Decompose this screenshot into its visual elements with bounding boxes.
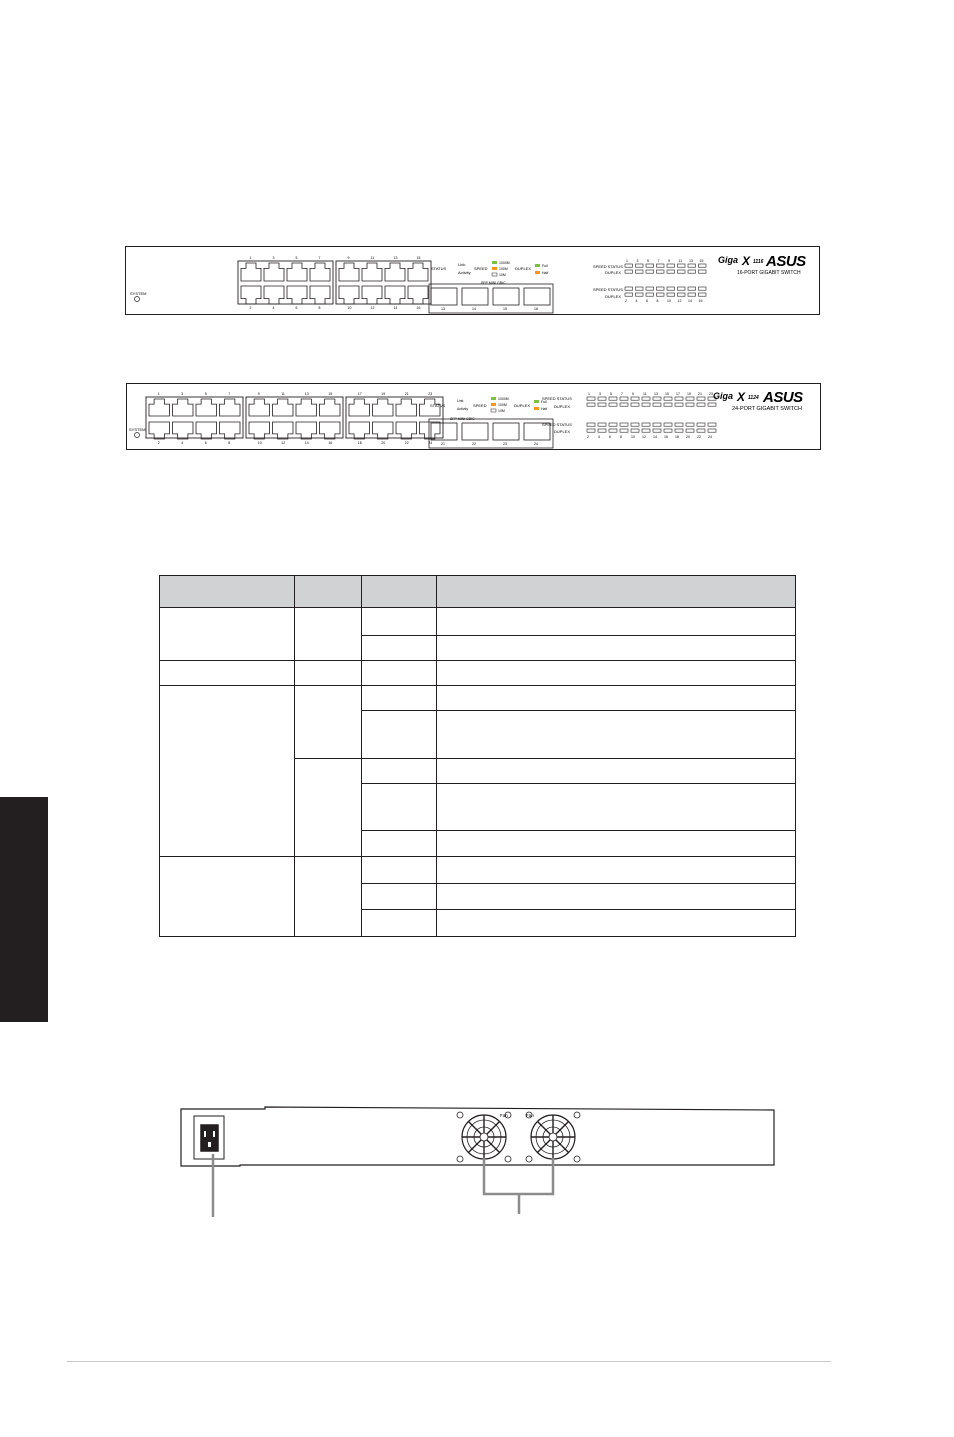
power-pin (208, 1142, 211, 1147)
table-cell (295, 857, 362, 937)
led-number: 9 (668, 259, 670, 263)
port-number: 2 (249, 306, 252, 310)
brand-x-mark: X (742, 254, 751, 268)
switch-16-front-panel (125, 246, 820, 316)
led-orange (535, 271, 540, 274)
port-number: 5 (295, 256, 298, 260)
system-label: SYSTEM (129, 427, 146, 432)
led-number: 23 (709, 392, 713, 396)
led-number: 1 (588, 392, 590, 396)
asus-logo: ASUS (763, 389, 803, 406)
product-subtitle: 24-PORT GIGABIT SWITCH (732, 406, 802, 412)
led-green (535, 264, 540, 267)
table-cell (362, 759, 437, 784)
port-number: 3 (181, 392, 184, 396)
table-cell (437, 759, 796, 784)
table-cell (362, 910, 437, 937)
speed-label: SPEED (474, 266, 488, 271)
led-number: 1 (626, 259, 628, 263)
status-label: STATUS (430, 403, 446, 408)
port-number: 10 (257, 441, 262, 445)
table-cell (160, 857, 295, 937)
led-green (492, 261, 497, 264)
led-number: 4 (635, 299, 638, 303)
speed-1000-label: 1000M (499, 261, 510, 265)
led-number: 7 (621, 392, 623, 396)
port-number: 20 (381, 441, 386, 445)
led-number: 20 (686, 435, 690, 439)
led-number: 15 (699, 259, 704, 263)
port-number: 4 (272, 306, 275, 310)
header-cell (160, 576, 295, 608)
led-number: 19 (687, 392, 691, 396)
duplex-label: DUPLEX (514, 403, 531, 408)
led-number: 3 (636, 259, 639, 263)
port-number: 6 (295, 306, 298, 310)
port-number: 4 (181, 441, 184, 445)
led-number: 14 (688, 299, 692, 303)
sfp-label: SFP MINI GBIC (481, 281, 506, 285)
led-green (491, 397, 496, 400)
port-number: 6 (204, 441, 207, 445)
footer-divider (67, 1361, 831, 1362)
table-cell (437, 831, 796, 857)
led-number: 15 (665, 392, 669, 396)
table-cell (160, 608, 295, 661)
brand-x-mark: X (737, 390, 746, 404)
table-cell (362, 857, 437, 884)
led-orange (534, 407, 539, 410)
table-cell (295, 661, 362, 686)
chapter-side-tab (0, 797, 48, 1022)
port-number: 11 (281, 392, 285, 396)
led-indicator-table (159, 575, 796, 937)
led-number: 12 (642, 435, 646, 439)
rear-panel (180, 1106, 776, 1218)
port-number: 13 (304, 392, 309, 396)
table-row (160, 686, 796, 711)
duplex-row-label: DUPLEX (605, 294, 622, 299)
table-cell (160, 661, 295, 686)
port-number: 7 (228, 392, 231, 396)
led-number: 10 (631, 435, 635, 439)
port-number: 23 (428, 392, 433, 396)
table-cell (362, 711, 437, 759)
power-pin (204, 1131, 206, 1137)
port-number: 17 (357, 392, 362, 396)
half-label: Half (541, 407, 548, 411)
table-cell (362, 608, 437, 636)
table-cell (437, 636, 796, 661)
sfp-port-number: 13 (441, 307, 445, 311)
led-green (534, 400, 539, 403)
speed-100-label: 100M (498, 403, 507, 407)
sfp-port-number: 16 (534, 307, 538, 311)
port-number: 12 (370, 306, 375, 310)
port-number: 9 (257, 392, 260, 396)
port-number: 13 (393, 256, 398, 260)
port-number: 1 (249, 256, 252, 260)
port-number: 12 (281, 441, 286, 445)
sfp-port-number: 23 (503, 442, 507, 446)
switch-24-front-panel (126, 383, 821, 451)
table-cell (437, 661, 796, 686)
speed-status-label: SPEED STATUS (542, 422, 572, 427)
port-number: 16 (328, 441, 333, 445)
header-cell (295, 576, 362, 608)
speed-10-label: 10M (499, 273, 506, 277)
link-label: Link (458, 262, 466, 267)
port-number: 18 (357, 441, 362, 445)
port-number: 14 (304, 441, 309, 445)
full-label: Full (542, 264, 548, 268)
table-cell (160, 686, 295, 857)
port-number: 11 (370, 256, 375, 260)
brand-logo-giga: Giga (713, 391, 734, 401)
header-cell (362, 576, 437, 608)
speed-status-label: SPEED STATUS (593, 264, 623, 269)
full-label: Full (541, 400, 547, 404)
led-number: 17 (676, 392, 680, 396)
panel-outline (126, 247, 820, 315)
port-number: 5 (204, 392, 207, 396)
table-cell (437, 784, 796, 831)
port-number: 21 (404, 392, 409, 396)
led-number: 12 (677, 299, 682, 303)
led-orange (492, 267, 497, 270)
led-number: 2 (587, 435, 589, 439)
port-number: 3 (272, 256, 275, 260)
led-number: 8 (656, 299, 659, 303)
table-row (160, 857, 796, 884)
speed-status-label: SPEED STATUS (542, 396, 572, 401)
link-label: Link (457, 399, 464, 403)
status-label: STATUS (431, 266, 447, 271)
led-number: 14 (653, 435, 657, 439)
sfp-port-number: 24 (534, 442, 538, 446)
table-cell (295, 686, 362, 759)
speed-100-label: 100M (499, 267, 508, 271)
product-subtitle: 16-PORT GIGABIT SWITCH (737, 270, 801, 276)
led-number: 8 (620, 435, 622, 439)
header-cell (437, 576, 796, 608)
port-number: 22 (404, 441, 409, 445)
port-number: 7 (318, 256, 321, 260)
brand-logo-giga: Giga (718, 255, 739, 265)
table-cell (295, 608, 362, 661)
table-cell (437, 884, 796, 910)
sfp-label: SFP MINI GBIC (450, 417, 475, 421)
led-number: 21 (698, 392, 702, 396)
duplex-row-label: DUPLEX (605, 270, 622, 275)
port-number: 16 (416, 306, 421, 310)
model-number: 1124 (748, 395, 759, 401)
table-cell (437, 608, 796, 636)
speed-status-label: SPEED STATUS (593, 287, 623, 292)
duplex-row-label: DUPLEX (554, 404, 571, 409)
led-number: 7 (657, 259, 660, 263)
table-header-row (160, 576, 796, 608)
table-cell (362, 661, 437, 686)
table-cell (437, 686, 796, 711)
activity-label: Activity (457, 407, 469, 411)
port-number: 15 (416, 256, 421, 260)
table-cell (362, 636, 437, 661)
table-row (160, 661, 796, 686)
sfp-port-number: 21 (441, 442, 445, 446)
led-number: 13 (654, 392, 658, 396)
led-number: 10 (667, 299, 671, 303)
led-number: 16 (664, 435, 668, 439)
duplex-label: DUPLEX (515, 266, 532, 271)
power-pin (213, 1131, 215, 1137)
asus-logo: ASUS (766, 253, 806, 270)
led-number: 6 (646, 299, 648, 303)
port-number: 24 (428, 441, 433, 445)
sfp-port-number: 22 (472, 442, 476, 446)
table-cell (362, 686, 437, 711)
table-cell (362, 831, 437, 857)
table-cell (437, 910, 796, 937)
activity-label: Activity (458, 270, 471, 275)
half-label: Half (542, 271, 549, 275)
table-cell (295, 759, 362, 857)
led-number: 16 (698, 299, 703, 303)
table-row (160, 608, 796, 636)
model-number: 1116 (753, 259, 764, 265)
led-number: 2 (625, 299, 627, 303)
table-cell (362, 784, 437, 831)
led-number: 11 (678, 259, 683, 263)
speed-label: SPEED (473, 403, 487, 408)
led-number: 5 (610, 392, 612, 396)
port-number: 10 (347, 306, 352, 310)
port-number: 19 (381, 392, 386, 396)
fan-label: Fan (500, 1113, 508, 1118)
led-number: 18 (675, 435, 679, 439)
speed-1000-label: 1000M (498, 397, 509, 401)
led-number: 4 (598, 435, 600, 439)
power-socket-icon (201, 1125, 218, 1151)
led-number: 5 (647, 259, 649, 263)
led-number: 11 (643, 392, 647, 396)
port-number: 15 (328, 392, 333, 396)
led-number: 9 (632, 392, 634, 396)
port-number: 9 (347, 256, 350, 260)
port-number: 14 (393, 306, 398, 310)
table-cell (437, 711, 796, 759)
led-number: 22 (697, 435, 701, 439)
speed-10-label: 10M (498, 409, 505, 413)
system-label: SYSTEM (130, 291, 147, 296)
duplex-row-label: DUPLEX (554, 429, 571, 434)
port-number: 8 (228, 441, 231, 445)
sfp-port-number: 14 (472, 307, 476, 311)
led-number: 3 (599, 392, 601, 396)
sfp-port-number: 15 (503, 307, 507, 311)
port-number: 1 (157, 392, 160, 396)
port-number: 2 (157, 441, 160, 445)
fan-label: Fan (526, 1113, 534, 1118)
table-cell (437, 857, 796, 884)
port-number: 8 (318, 306, 321, 310)
led-number: 6 (609, 435, 611, 439)
led-number: 24 (708, 435, 712, 439)
led-number: 13 (689, 259, 693, 263)
led-orange (491, 403, 496, 406)
table-cell (362, 884, 437, 910)
